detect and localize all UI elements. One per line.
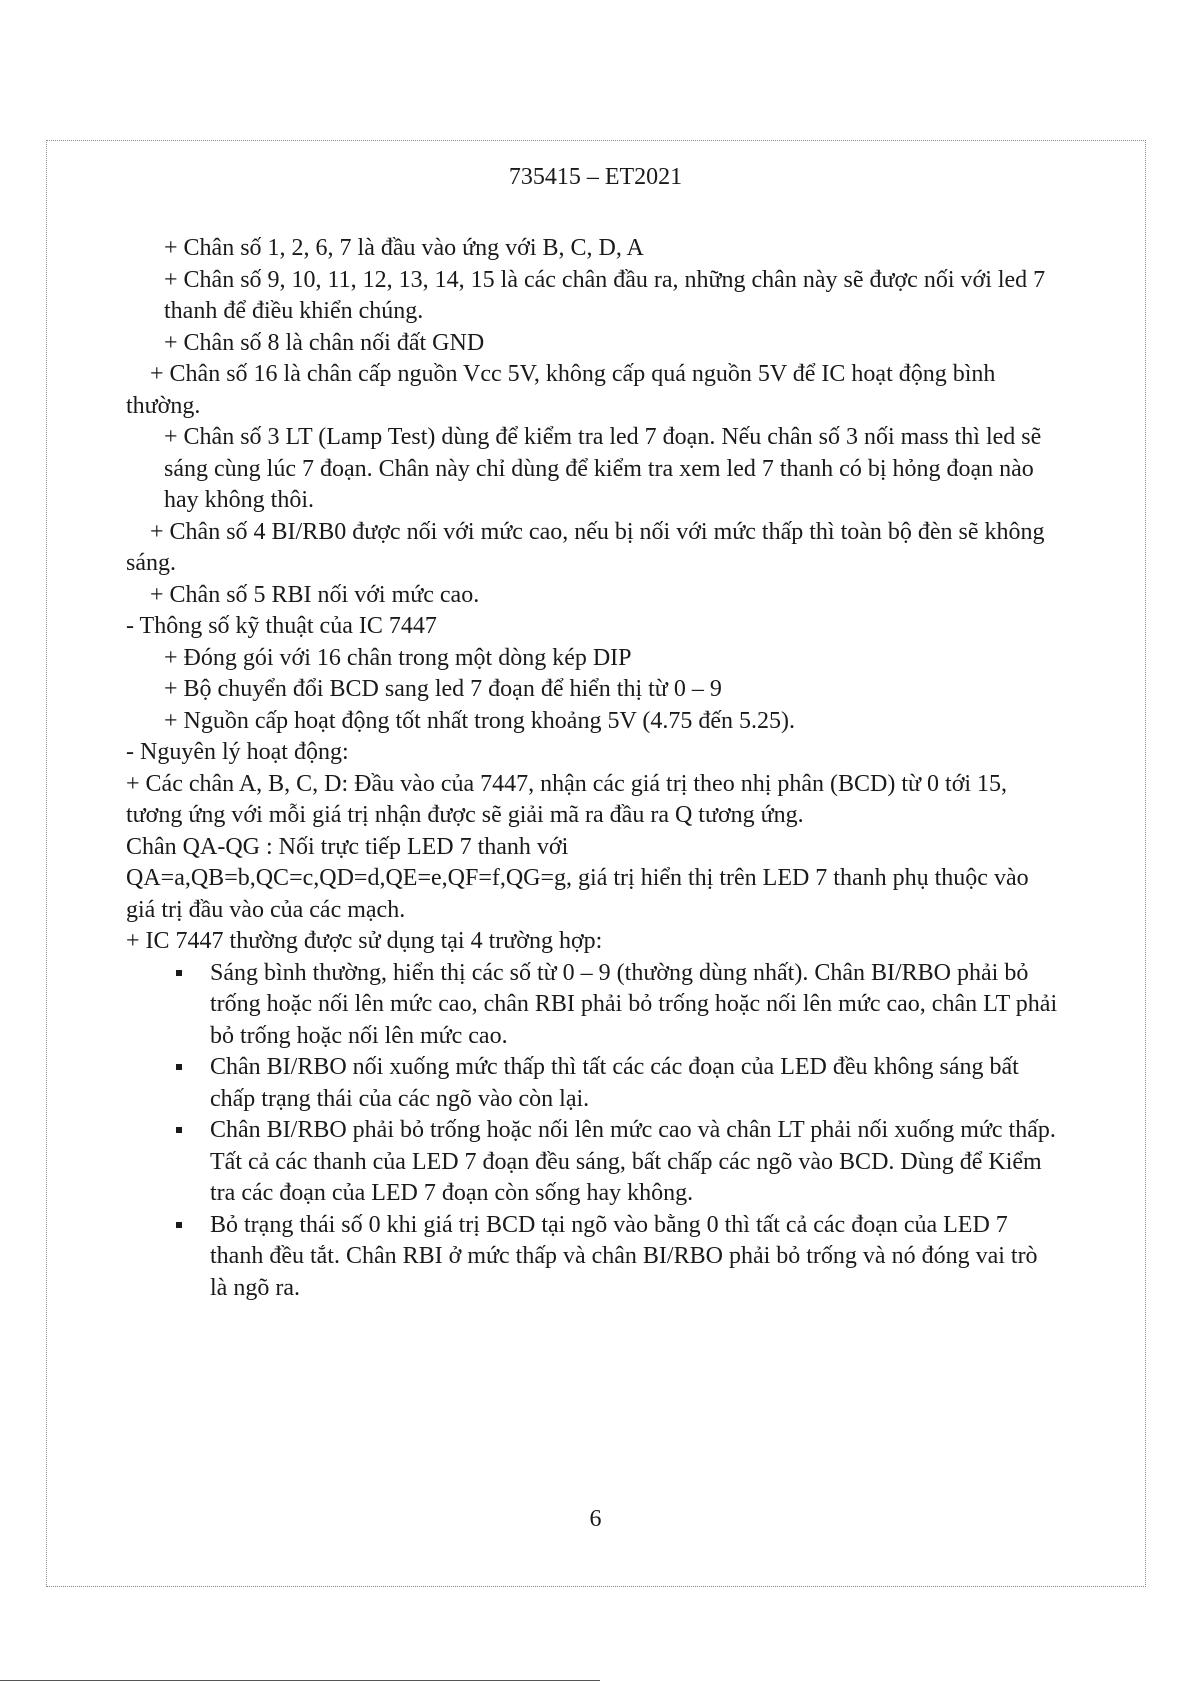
- cases-heading: + IC 7447 thường được sử dụng tại 4 trường hợp:: [126, 928, 603, 954]
- pin-description-list: [126, 233, 1060, 611]
- pin-item: + Chân số 16 là chân cấp nguồn Vcc 5V, không cấp quá nguồn 5V để IC hoạt động bình thường.: [126, 361, 996, 419]
- case-text: Bỏ trạng thái số 0 khi giá trị BCD tại ngõ vào bằng 0 thì tất cả các đoạn của LED 7 thanh đều tắt. Chân RBI ở mức thấp và chân BI/RBO phải bỏ trống và nó đóng vai trò là ngõ ra.: [210, 1211, 1038, 1301]
- case-item: [140, 1052, 1060, 1115]
- case-text: Chân BI/RBO phải bỏ trống hoặc nối lên mức cao và chân LT phải nối xuống mức thấp. Tất cả các thanh của LED 7 đoạn đều sáng, bất chấp các ngõ vào BCD. Dùng để Kiểm tra các đoạn của LED 7 đoạn còn sống hay không.: [210, 1117, 1056, 1206]
- bullet-icon: [176, 1127, 182, 1133]
- principle-paragraph-1: + Các chân A, B, C, D: Đầu vào của 7447, nhận các giá trị theo nhị phân (BCD) từ 0 tới 15, tương ứng với mỗi giá trị nhận được sẽ giải mã ra đầu ra Q tương ứng.: [126, 770, 1008, 828]
- case-text: Sáng bình thường, hiển thị các số từ 0 – 9 (thường dùng nhất). Chân BI/RBO phải bỏ trống hoặc nối lên mức cao, chân RBI phải bỏ trống hoặc nối lên mức cao, chân LT phải bỏ trống hoặc nối lên mức cao.: [210, 959, 1058, 1049]
- document-body: [126, 233, 1060, 1304]
- principle-paragraph-2a: Chân QA-QG : Nối trực tiếp LED 7 thanh với: [126, 833, 569, 860]
- bullet-icon: [176, 970, 182, 976]
- spec-list: [140, 643, 1060, 738]
- principle-paragraph-2b: QA=a,QB=b,QC=c,QD=d,QE=e,QF=f,QG=g, giá trị hiển thị trên LED 7 thanh phụ thuộc vào giá trị đầu vào của các mạch.: [126, 865, 1029, 923]
- spec-item: + Nguồn cấp hoạt động tốt nhất trong khoảng 5V (4.75 đến 5.25).: [164, 707, 795, 734]
- page-header: 735415 – ET2021: [508, 164, 683, 190]
- pin-item: + Chân số 1, 2, 6, 7 là đầu vào ứng với B, C, D, A: [164, 235, 644, 261]
- spec-item: + Bộ chuyển đổi BCD sang led 7 đoạn để hiển thị từ 0 – 9: [164, 676, 722, 702]
- principle-heading: - Nguyên lý hoạt động:: [126, 739, 349, 765]
- pin-item: + Chân số 9, 10, 11, 12, 13, 14, 15 là các chân đầu ra, những chân này sẽ được nối với led 7 thanh để điều khiển chúng.: [164, 266, 1046, 324]
- case-item: [140, 1210, 1060, 1305]
- cases-list: [140, 958, 1060, 1305]
- bullet-icon: [176, 1064, 182, 1070]
- specs-heading: - Thông số kỹ thuật của IC 7447: [126, 613, 437, 639]
- spec-item: + Đóng gói với 16 chân trong một dòng kép DIP: [164, 644, 632, 671]
- pin-item: + Chân số 8 là chân nối đất GND: [164, 329, 485, 356]
- pin-item: + Chân số 4 BI/RB0 được nối với mức cao, nếu bị nối với mức thấp thì toàn bộ đèn sẽ không sáng.: [126, 518, 1045, 576]
- page-number: 6: [589, 1506, 602, 1532]
- case-item: [140, 1115, 1060, 1210]
- bullet-icon: [176, 1222, 182, 1228]
- footer-rule: [0, 1680, 600, 1681]
- pin-item: + Chân số 5 RBI nối với mức cao.: [150, 581, 480, 608]
- case-item: [140, 958, 1060, 1053]
- pin-item: + Chân số 3 LT (Lamp Test) dùng để kiểm tra led 7 đoạn. Nếu chân số 3 nối mass thì led sẽ sáng cùng lúc 7 đoạn. Chân này chỉ dùng để kiểm tra xem led 7 thanh có bị hỏng đoạn nào hay không thôi.: [164, 424, 1042, 513]
- case-text: Chân BI/RBO nối xuống mức thấp thì tất các các đoạn của LED đều không sáng bất chấp trạng thái của các ngõ vào còn lại.: [210, 1054, 1019, 1112]
